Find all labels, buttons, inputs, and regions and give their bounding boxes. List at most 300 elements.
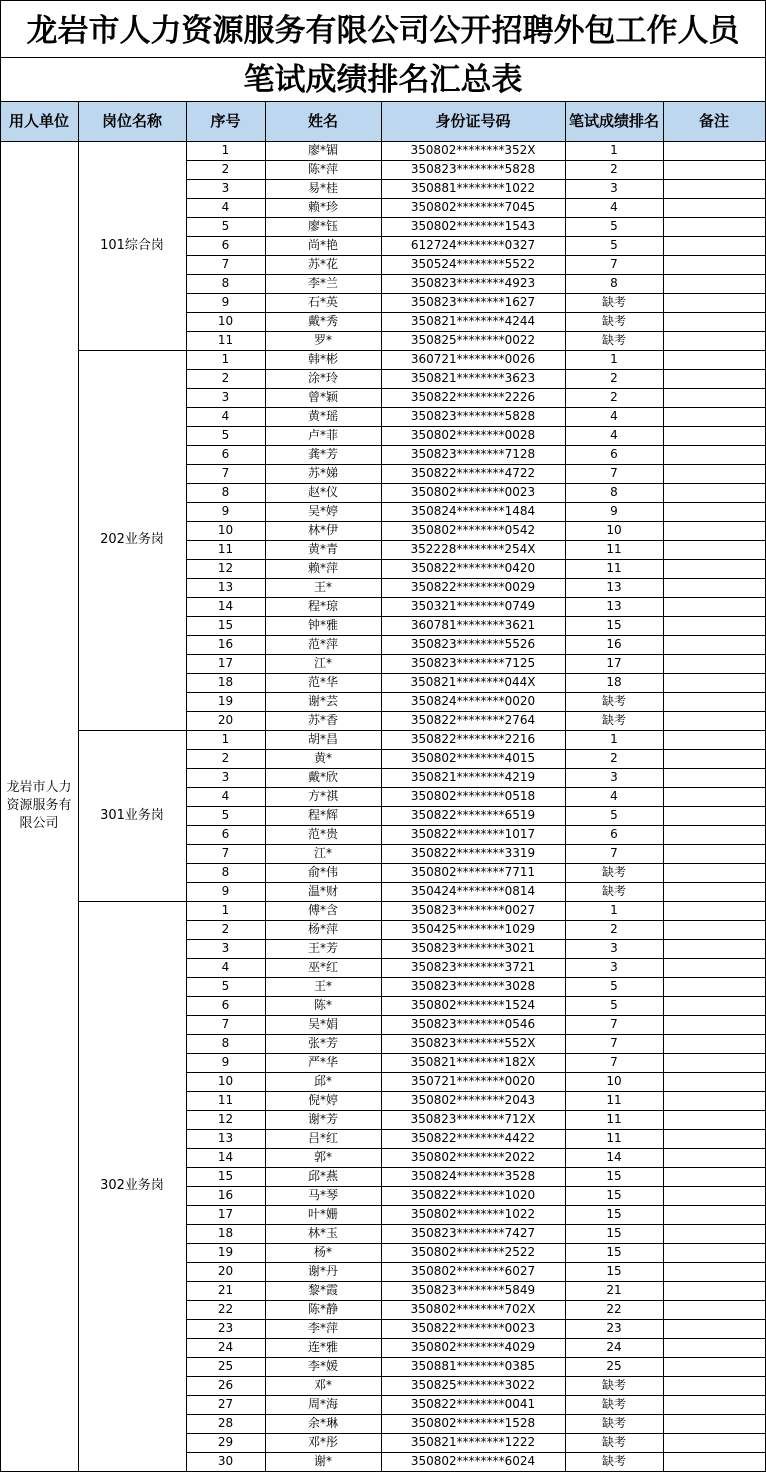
row-index: 7 [221, 1017, 230, 1031]
row-id-number: 350823********712X [410, 1112, 536, 1126]
row-name: 王* [313, 580, 332, 594]
row-rank: 缺考 [601, 1435, 626, 1449]
row-name: 范*萍 [307, 637, 338, 651]
row-rank: 4 [610, 409, 618, 423]
row-id-number: 350802********2522 [410, 1245, 536, 1259]
row-name: 杨* [313, 1245, 332, 1259]
row-rank: 缺考 [601, 314, 626, 328]
row-id-number: 350823********0027 [410, 903, 536, 917]
grid-line [0, 141, 766, 142]
position-name: 301业务岗 [100, 807, 164, 823]
row-remarks [663, 977, 765, 996]
header-index: 序号 [186, 101, 265, 141]
row-rank: 13 [606, 599, 622, 613]
row-name: 戴*秀 [307, 314, 338, 328]
row-name: 吴*娟 [307, 1017, 338, 1031]
row-id-number: 350802********1528 [410, 1416, 536, 1430]
row-name: 黄*青 [307, 542, 338, 556]
row-name: 黄* [313, 751, 332, 765]
row-name: 韩*彬 [307, 352, 338, 366]
row-index: 22 [217, 1302, 234, 1316]
row-index: 15 [217, 1169, 234, 1183]
row-id-number: 350825********3022 [410, 1378, 536, 1392]
row-name: 倪*婷 [307, 1093, 338, 1107]
row-rank: 8 [610, 276, 618, 290]
row-rank: 11 [606, 1131, 622, 1145]
row-index: 21 [217, 1283, 234, 1297]
header-id-number: 身份证号码 [381, 101, 565, 141]
row-name: 钟*雅 [307, 618, 338, 632]
row-remarks [663, 1034, 765, 1053]
row-remarks [663, 160, 765, 179]
row-rank: 3 [610, 181, 618, 195]
row-remarks [663, 882, 765, 901]
row-remarks [663, 787, 765, 806]
row-index: 19 [217, 694, 234, 708]
row-index: 23 [217, 1321, 234, 1335]
row-name: 尚*艳 [307, 238, 338, 252]
row-remarks [663, 255, 765, 274]
employer-name: 龙岩市人力资源服务有限公司 [6, 780, 72, 831]
row-id-number: 350802********702X [410, 1302, 536, 1316]
row-remarks [663, 1395, 765, 1414]
row-id-number: 350823********0546 [410, 1017, 536, 1031]
row-remarks [663, 502, 765, 521]
row-rank: 15 [606, 1188, 622, 1202]
row-id-number: 350823********5526 [410, 637, 536, 651]
row-id-number: 350825********0022 [410, 333, 536, 347]
row-name: 陈* [313, 998, 332, 1012]
row-rank: 10 [606, 1074, 622, 1088]
row-rank: 23 [606, 1321, 622, 1335]
row-id-number: 350802********0028 [410, 428, 536, 442]
grid-line [0, 57, 766, 58]
row-rank: 7 [610, 257, 618, 271]
row-name: 谢* [313, 1454, 332, 1468]
row-index: 11 [217, 333, 234, 347]
row-id-number: 350881********1022 [410, 181, 536, 195]
row-rank: 2 [610, 371, 618, 385]
row-rank: 4 [610, 789, 618, 803]
row-name: 石*英 [307, 295, 338, 309]
row-index: 1 [221, 143, 230, 157]
row-name: 邓*彤 [307, 1435, 338, 1449]
row-rank: 缺考 [601, 884, 626, 898]
row-id-number: 350802********0542 [410, 523, 536, 537]
row-index: 2 [221, 371, 230, 385]
row-remarks [663, 1281, 765, 1300]
row-id-number: 350821********4244 [410, 314, 536, 328]
header-name: 姓名 [265, 101, 381, 141]
row-index: 6 [221, 238, 230, 252]
row-id-number: 350823********4923 [410, 276, 536, 290]
row-id-number: 350881********0385 [410, 1359, 536, 1373]
row-remarks [663, 445, 765, 464]
row-rank: 2 [610, 390, 618, 404]
row-name: 温*财 [307, 884, 338, 898]
row-rank: 5 [610, 998, 618, 1012]
row-remarks [663, 350, 765, 369]
row-name: 俞*伟 [307, 865, 338, 879]
row-index: 8 [221, 485, 230, 499]
row-index: 13 [217, 1131, 234, 1145]
row-id-number: 350823********5828 [410, 409, 536, 423]
row-index: 18 [217, 675, 234, 689]
row-index: 24 [217, 1340, 234, 1354]
row-remarks [663, 901, 765, 920]
row-remarks [663, 597, 765, 616]
row-id-number: 350802********0023 [410, 485, 536, 499]
row-name: 陈*静 [307, 1302, 338, 1316]
row-rank: 缺考 [601, 333, 626, 347]
row-remarks [663, 578, 765, 597]
row-id-number: 350822********4422 [410, 1131, 536, 1145]
row-remarks [663, 1414, 765, 1433]
row-id-number: 350823********1627 [410, 295, 536, 309]
row-name: 林*玉 [307, 1226, 338, 1240]
row-remarks [663, 1205, 765, 1224]
row-index: 26 [217, 1378, 234, 1392]
row-name: 吕*红 [307, 1131, 338, 1145]
row-index: 8 [221, 865, 230, 879]
row-index: 11 [217, 1093, 234, 1107]
row-remarks [663, 1433, 765, 1452]
row-name: 黎*霞 [307, 1283, 338, 1297]
row-remarks [663, 616, 765, 635]
row-remarks [663, 1262, 765, 1281]
row-index: 17 [217, 1207, 234, 1221]
grid-line [565, 101, 566, 1471]
row-remarks [663, 806, 765, 825]
row-rank: 7 [610, 1036, 618, 1050]
row-remarks [663, 236, 765, 255]
row-id-number: 350802********6027 [410, 1264, 536, 1278]
row-name: 余*琳 [307, 1416, 338, 1430]
grid-line [78, 101, 79, 1471]
row-name: 苏*花 [307, 257, 338, 271]
row-id-number: 350822********4722 [410, 466, 536, 480]
row-index: 4 [221, 409, 230, 423]
row-rank: 5 [610, 238, 618, 252]
row-name: 杨*萍 [307, 922, 338, 936]
row-index: 5 [221, 219, 230, 233]
row-name: 邓* [313, 1378, 332, 1392]
row-name: 苏*香 [307, 713, 338, 727]
row-rank: 6 [610, 827, 618, 841]
row-rank: 17 [606, 656, 622, 670]
row-id-number: 350802********2022 [410, 1150, 536, 1164]
row-index: 9 [221, 1055, 230, 1069]
row-rank: 21 [606, 1283, 622, 1297]
row-id-number: 350822********3319 [410, 846, 536, 860]
row-name: 罗* [313, 333, 332, 347]
row-remarks [663, 939, 765, 958]
row-index: 17 [217, 656, 234, 670]
row-rank: 2 [610, 162, 618, 176]
row-name: 戴*欣 [307, 770, 338, 784]
row-rank: 4 [610, 428, 618, 442]
row-remarks [663, 179, 765, 198]
row-index: 2 [221, 162, 230, 176]
row-name: 王* [313, 979, 332, 993]
row-id-number: 350524********5522 [410, 257, 536, 271]
grid-line [0, 0, 1, 1472]
position-name: 202业务岗 [100, 532, 164, 547]
row-rank: 11 [606, 1112, 622, 1126]
row-index: 12 [217, 1112, 234, 1126]
row-id-number: 350822********2764 [410, 713, 536, 727]
row-id-number: 350802********0518 [410, 789, 536, 803]
row-remarks [663, 825, 765, 844]
row-rank: 16 [606, 637, 622, 651]
row-id-number: 350821********1222 [410, 1435, 536, 1449]
row-id-number: 612724********0327 [410, 238, 536, 252]
row-id-number: 350425********1029 [410, 922, 536, 936]
row-id-number: 350802********4015 [410, 751, 536, 765]
row-id-number: 350822********0420 [410, 561, 536, 575]
row-remarks [663, 369, 765, 388]
row-name: 李*媛 [307, 1359, 338, 1373]
row-id-number: 350822********0023 [410, 1321, 536, 1335]
row-index: 28 [217, 1416, 234, 1430]
row-index: 29 [217, 1435, 234, 1449]
row-remarks [663, 426, 765, 445]
row-id-number: 350802********6024 [410, 1454, 536, 1468]
row-id-number: 350802********1524 [410, 998, 536, 1012]
row-remarks [663, 1376, 765, 1395]
row-rank: 缺考 [601, 1454, 626, 1468]
row-rank: 15 [606, 618, 622, 632]
row-id-number: 350802********2043 [410, 1093, 536, 1107]
row-remarks [663, 483, 765, 502]
row-rank: 3 [610, 941, 618, 955]
row-rank: 3 [610, 960, 618, 974]
row-remarks [663, 464, 765, 483]
row-id-number: 350424********0814 [410, 884, 536, 898]
row-rank: 22 [606, 1302, 622, 1316]
row-index: 15 [217, 618, 234, 632]
row-index: 27 [217, 1397, 234, 1411]
row-rank: 13 [606, 580, 622, 594]
row-index: 25 [217, 1359, 234, 1373]
row-id-number: 350824********3528 [410, 1169, 536, 1183]
row-id-number: 350822********2226 [410, 390, 536, 404]
row-name: 连*雅 [307, 1340, 338, 1354]
row-rank: 缺考 [601, 713, 626, 727]
row-name: 陈*萍 [307, 162, 338, 176]
row-rank: 4 [610, 200, 618, 214]
row-name: 严*华 [307, 1055, 338, 1069]
row-name: 巫*红 [307, 960, 338, 974]
row-name: 谢*芸 [307, 694, 338, 708]
row-id-number: 350823********7128 [410, 447, 536, 461]
row-id-number: 350802********7045 [410, 200, 536, 214]
row-id-number: 350823********7427 [410, 1226, 536, 1240]
row-name: 邱* [313, 1074, 332, 1088]
row-rank: 15 [606, 1245, 622, 1259]
row-name: 谢*芳 [307, 1112, 338, 1126]
row-rank: 18 [606, 675, 622, 689]
row-index: 4 [221, 960, 230, 974]
row-rank: 缺考 [601, 1378, 626, 1392]
row-id-number: 352228********254X [410, 542, 536, 556]
row-name: 张*芳 [307, 1036, 338, 1050]
title-line-1: 龙岩市人力资源服务有限公司公开招聘外包工作人员 [26, 13, 740, 49]
row-remarks [663, 521, 765, 540]
row-remarks [663, 958, 765, 977]
row-id-number: 350802********1022 [410, 1207, 536, 1221]
row-name: 苏*娣 [307, 466, 338, 480]
row-id-number: 350822********1017 [410, 827, 536, 841]
row-index: 16 [217, 1188, 234, 1202]
row-name: 廖*镅 [307, 143, 338, 157]
row-index: 10 [217, 1074, 234, 1088]
row-name: 卢*菲 [307, 428, 338, 442]
row-name: 邱*燕 [307, 1169, 338, 1183]
row-id-number: 350802********4029 [410, 1340, 536, 1354]
row-rank: 15 [606, 1169, 622, 1183]
row-index: 10 [217, 314, 234, 328]
row-index: 2 [221, 751, 230, 765]
row-index: 19 [217, 1245, 234, 1259]
row-name: 范*贵 [307, 827, 338, 841]
header-rank: 笔试成绩排名 [565, 101, 663, 141]
row-name: 涂*玲 [307, 371, 338, 385]
row-index: 20 [217, 1264, 234, 1278]
row-name: 叶*姗 [307, 1207, 338, 1221]
row-id-number: 350823********5828 [410, 162, 536, 176]
row-id-number: 350823********7125 [410, 656, 536, 670]
row-name: 王*芳 [307, 941, 338, 955]
row-id-number: 350822********1020 [410, 1188, 536, 1202]
row-remarks [663, 312, 765, 331]
row-name: 傅*含 [307, 903, 338, 917]
row-remarks [663, 1110, 765, 1129]
row-id-number: 350822********2216 [410, 732, 536, 746]
row-name: 胡*昌 [307, 732, 338, 746]
row-rank: 24 [606, 1340, 622, 1354]
row-name: 江* [313, 656, 332, 670]
row-remarks [663, 844, 765, 863]
row-name: 曾*颖 [307, 390, 338, 404]
row-id-number: 350821********182X [410, 1055, 536, 1069]
row-index: 5 [221, 979, 230, 993]
row-rank: 9 [610, 504, 618, 518]
row-name: 赵*仪 [307, 485, 338, 499]
row-rank: 缺考 [601, 694, 626, 708]
row-index: 9 [221, 295, 230, 309]
row-index: 9 [221, 884, 230, 898]
row-rank: 5 [610, 219, 618, 233]
row-name: 江* [313, 846, 332, 860]
row-index: 7 [221, 846, 230, 860]
row-id-number: 350721********0020 [410, 1074, 536, 1088]
row-id-number: 350821********4219 [410, 770, 536, 784]
row-index: 1 [221, 732, 230, 746]
row-rank: 6 [610, 447, 618, 461]
grid-line [381, 101, 382, 1471]
row-id-number: 350823********3021 [410, 941, 536, 955]
row-rank: 缺考 [601, 295, 626, 309]
row-id-number: 350321********0749 [410, 599, 536, 613]
row-remarks [663, 1072, 765, 1091]
header-remarks: 备注 [663, 101, 765, 141]
row-rank: 缺考 [601, 1416, 626, 1430]
row-index: 14 [217, 599, 234, 613]
row-id-number: 350824********0020 [410, 694, 536, 708]
grid-line [0, 101, 766, 102]
row-index: 6 [221, 998, 230, 1012]
row-rank: 15 [606, 1226, 622, 1240]
row-index: 8 [221, 1036, 230, 1050]
row-rank: 7 [610, 846, 618, 860]
row-name: 方*祺 [307, 789, 338, 803]
row-name: 赖*萍 [307, 561, 338, 575]
row-rank: 25 [606, 1359, 622, 1373]
row-rank: 8 [610, 485, 618, 499]
row-index: 14 [217, 1150, 234, 1164]
row-rank: 2 [610, 751, 618, 765]
row-index: 3 [221, 181, 230, 195]
row-rank: 1 [610, 352, 618, 366]
row-remarks [663, 293, 765, 312]
row-remarks [663, 1319, 765, 1338]
row-remarks [663, 1148, 765, 1167]
row-index: 1 [221, 352, 230, 366]
row-remarks [663, 141, 765, 160]
row-remarks [663, 1338, 765, 1357]
title-line-2: 笔试成绩排名汇总表 [243, 62, 523, 98]
row-name: 易*桂 [307, 181, 338, 195]
row-id-number: 350802********1543 [410, 219, 536, 233]
row-id-number: 350822********0041 [410, 1397, 536, 1411]
row-id-number: 350822********6519 [410, 808, 536, 822]
row-remarks [663, 863, 765, 882]
position-name: 302业务岗 [100, 1178, 164, 1193]
row-rank: 2 [610, 922, 618, 936]
row-remarks [663, 1091, 765, 1110]
row-index: 18 [217, 1226, 234, 1240]
row-index: 4 [221, 200, 230, 214]
row-index: 6 [221, 827, 230, 841]
row-rank: 5 [610, 808, 618, 822]
grid-line [0, 0, 766, 1]
row-rank: 7 [610, 1055, 618, 1069]
row-rank: 11 [606, 1093, 622, 1107]
row-index: 10 [217, 523, 234, 537]
row-rank: 7 [610, 1017, 618, 1031]
row-remarks [663, 198, 765, 217]
row-remarks [663, 1452, 765, 1471]
row-rank: 10 [606, 523, 622, 537]
row-remarks [663, 996, 765, 1015]
row-index: 3 [221, 770, 230, 784]
row-remarks [663, 654, 765, 673]
row-rank: 7 [610, 466, 618, 480]
row-index: 1 [221, 903, 230, 917]
row-remarks [663, 749, 765, 768]
row-index: 5 [221, 808, 230, 822]
row-index: 3 [221, 941, 230, 955]
row-index: 12 [217, 561, 234, 575]
row-remarks [663, 1053, 765, 1072]
row-name: 谢*丹 [307, 1264, 338, 1278]
row-remarks [663, 692, 765, 711]
row-name: 程*琼 [307, 599, 338, 613]
row-index: 20 [217, 713, 234, 727]
row-rank: 15 [606, 1207, 622, 1221]
row-remarks [663, 1129, 765, 1148]
